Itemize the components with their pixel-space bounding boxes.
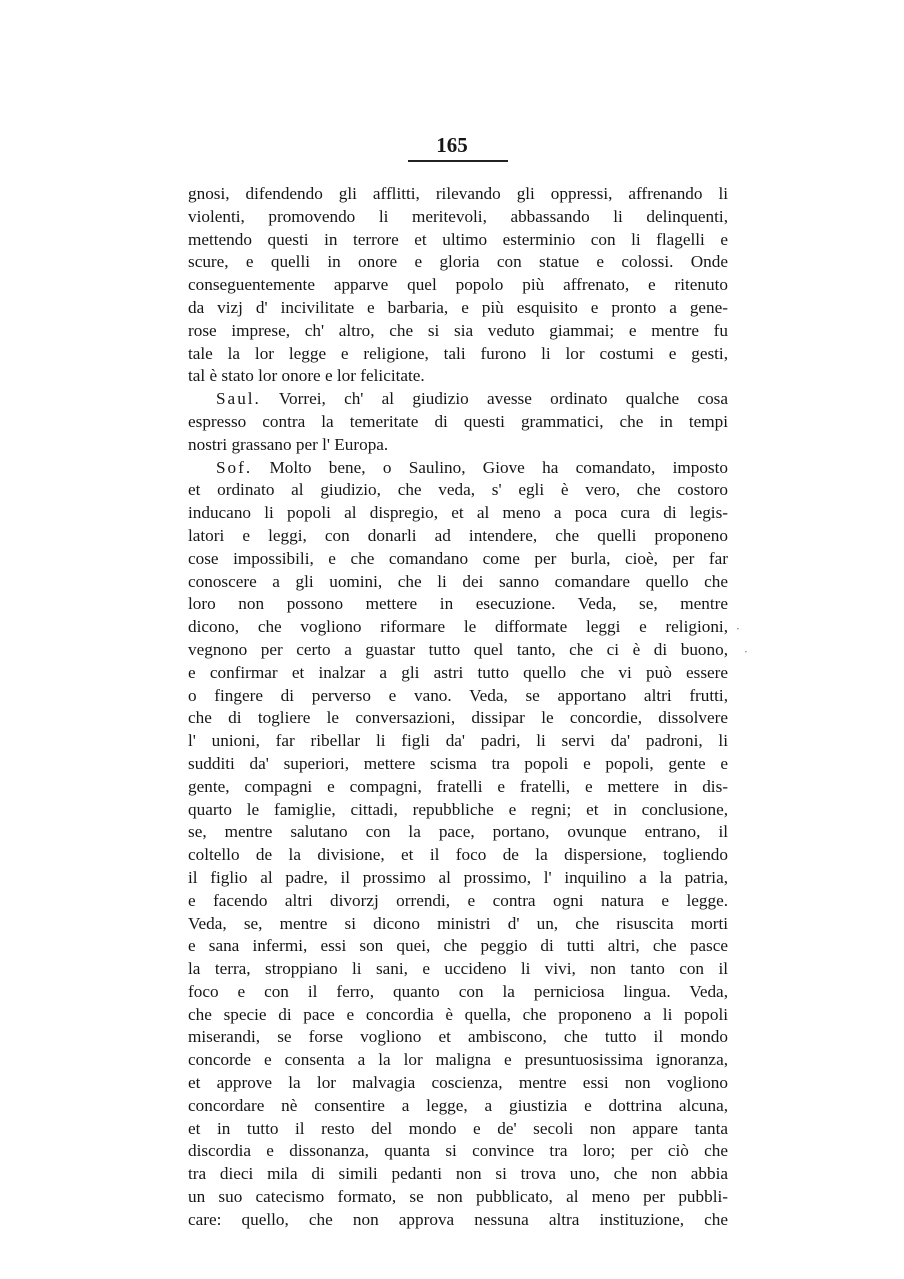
text-line [188,229,728,252]
line-text: cose impossibili, e che comandano come per burla, cioè, per far [188,548,728,568]
line-text: tra dieci mila di simili pedanti non si trova uno, che non abbia [188,1164,728,1184]
line-text: discordia e dissonanza, quanta si convince tra loro; per ciò che [188,1141,728,1161]
text-line [188,1026,728,1049]
text-line [188,958,728,981]
line-text: Veda, se, mentre si dicono ministri d' un, che risuscita morti [188,913,728,933]
line-text: dicono, che vogliono riformare le difformate leggi e religioni, [188,617,728,637]
text-line [188,981,728,1004]
line-text: care: quello, che non approva nessuna altra instituzione, che [188,1209,728,1229]
text-line [188,502,728,525]
speaker-name: Sof. [216,457,253,477]
line-text: violenti, promovendo li meritevoli, abbassando li delinquenti, [188,206,728,226]
text-line [188,913,728,936]
line-text: nostri grassano per l' Europa. [188,434,389,454]
text-line [188,616,728,639]
text-line [188,1095,728,1118]
line-text: e confirmar et inalzar a gli astri tutto quello che vi può essere [188,662,728,682]
line-text: concordare nè consentire a legge, a giustizia e dottrina alcuna, [188,1095,728,1115]
text-line [188,411,728,434]
text-line [188,1209,728,1232]
text-line [188,1004,728,1027]
text-line [188,935,728,958]
text-line [188,457,728,480]
line-text: loro non possono mettere in esecuzione. Veda, se, mentre [188,594,728,614]
line-text: scure, e quelli in onore e gloria con statue e colossi. Onde [188,252,728,272]
line-text: espresso contra la temeritate di questi grammatici, che in tempi [188,411,728,431]
text-line [188,753,728,776]
line-text: concorde e consenta a la lor maligna e presuntuosissima ignoranza, [188,1050,728,1070]
speaker-name: Saul. [216,389,261,409]
text-line [188,799,728,822]
text-line [188,1140,728,1163]
text-line [188,890,728,913]
text-line [188,1118,728,1141]
line-text: mettendo questi in terrore et ultimo esterminio con li flagelli e [188,229,728,249]
line-text: tal è stato lor onore e lor felicitate. [188,366,425,386]
line-text: sudditi da' superiori, mettere scisma tra popoli e popoli, gente e [188,753,728,773]
text-line [188,434,728,457]
line-text: da vizj d' incivilitate e barbaria, e più esquisito e pronto a gene- [188,297,728,317]
text-line [188,320,728,343]
text-line [188,662,728,685]
line-text: coltello de la divisione, et il foco de la dispersione, togliendo [188,845,728,865]
text-line [188,685,728,708]
header-rule [408,160,508,162]
line-text: che specie di pace e concordia è quella, che proponeno a li popoli [188,1004,728,1024]
line-text: gente, compagni e compagni, fratelli e fratelli, e mettere in dis- [188,776,728,796]
line-text: che di togliere le conversazioni, dissipar le concordie, dissolvere [188,708,728,728]
line-text: e facendo altri divorzj orrendi, e contra ogni natura e legge. [188,890,728,910]
line-text: se, mentre salutano con la pace, portano, ovunque entrano, il [188,822,728,842]
line-text: un suo catecismo formato, se non pubblicato, al meno per pubbli- [188,1187,728,1207]
text-line [188,365,728,388]
text-line [188,844,728,867]
text-line [188,1072,728,1095]
text-line [188,639,728,662]
text-line [188,571,728,594]
text-line [188,776,728,799]
line-text: et approve la lor malvagia coscienza, mentre essi non vogliono [188,1073,728,1093]
line-text: gnosi, difendendo gli afflitti, rilevando gli oppressi, affrenando li [188,184,728,203]
line-text: l' unioni, far ribellar li figli da' padri, li servi da' padroni, li [188,731,728,751]
margin-speck: · [744,645,748,659]
margin-speck: · [736,622,740,636]
line-text: latori e leggi, con donarli ad intendere, che quelli proponeno [188,525,728,545]
line-text: quarto le famiglie, cittadi, repubbliche e regni; et in conclusione, [188,799,728,819]
page-number: 165 [436,133,468,157]
line-text: foco e con il ferro, quanto con la perniciosa lingua. Veda, [188,981,728,1001]
text-line [188,867,728,890]
text-line [188,730,728,753]
text-line [188,548,728,571]
text-line [188,1186,728,1209]
line-text: conoscere a gli uomini, che li dei sanno comandare quello che [188,571,728,591]
text-line [188,593,728,616]
text-line [188,821,728,844]
line-text: et ordinato al giudizio, che veda, s' egli è vero, che costoro [188,480,728,500]
line-text: Molto bene, o Saulino, Giove ha comandato, imposto [252,457,728,477]
text-line [188,297,728,320]
line-text: il figlio al padre, il prossimo al prossimo, l' inquilino a la patria, [188,867,728,887]
line-text: rose imprese, ch' altro, che si sia veduto giammai; e mentre fu [188,320,728,340]
line-text: o fingere di perverso e vano. Veda, se apportano altri frutti, [188,685,728,705]
text-line [188,251,728,274]
text-line [188,707,728,730]
text-line [188,525,728,548]
line-text: e sana infermi, essi son quei, che peggio di tutti altri, che pasce [188,936,728,956]
line-text: tale la lor legge e religione, tali furono li lor costumi e gesti, [188,343,728,363]
text-line [188,388,728,411]
line-text: inducano li popoli al dispregio, et al meno a poca cura di legis- [188,503,728,523]
line-text: vegnono per certo a guastar tutto quel tanto, che ci è di buono, [188,639,728,659]
line-text: miserandi, se forse vogliono et ambiscono, che tutto il mondo [188,1027,728,1047]
text-line [188,343,728,366]
line-text: et in tutto il resto del mondo e de' secoli non appare tanta [188,1118,728,1138]
body-text [188,183,728,1232]
text-line [188,274,728,297]
line-text: la terra, stroppiano li sani, e uccideno li vivi, non tanto con il [188,959,728,979]
text-line [188,206,728,229]
text-line [188,1163,728,1186]
line-text: Vorrei, ch' al giudizio avesse ordinato qualche cosa [260,389,728,409]
text-line [188,183,728,206]
text-line [188,479,728,502]
line-text: conseguentemente apparve quel popolo più affrenato, e ritenuto [188,275,728,295]
text-line [188,1049,728,1072]
